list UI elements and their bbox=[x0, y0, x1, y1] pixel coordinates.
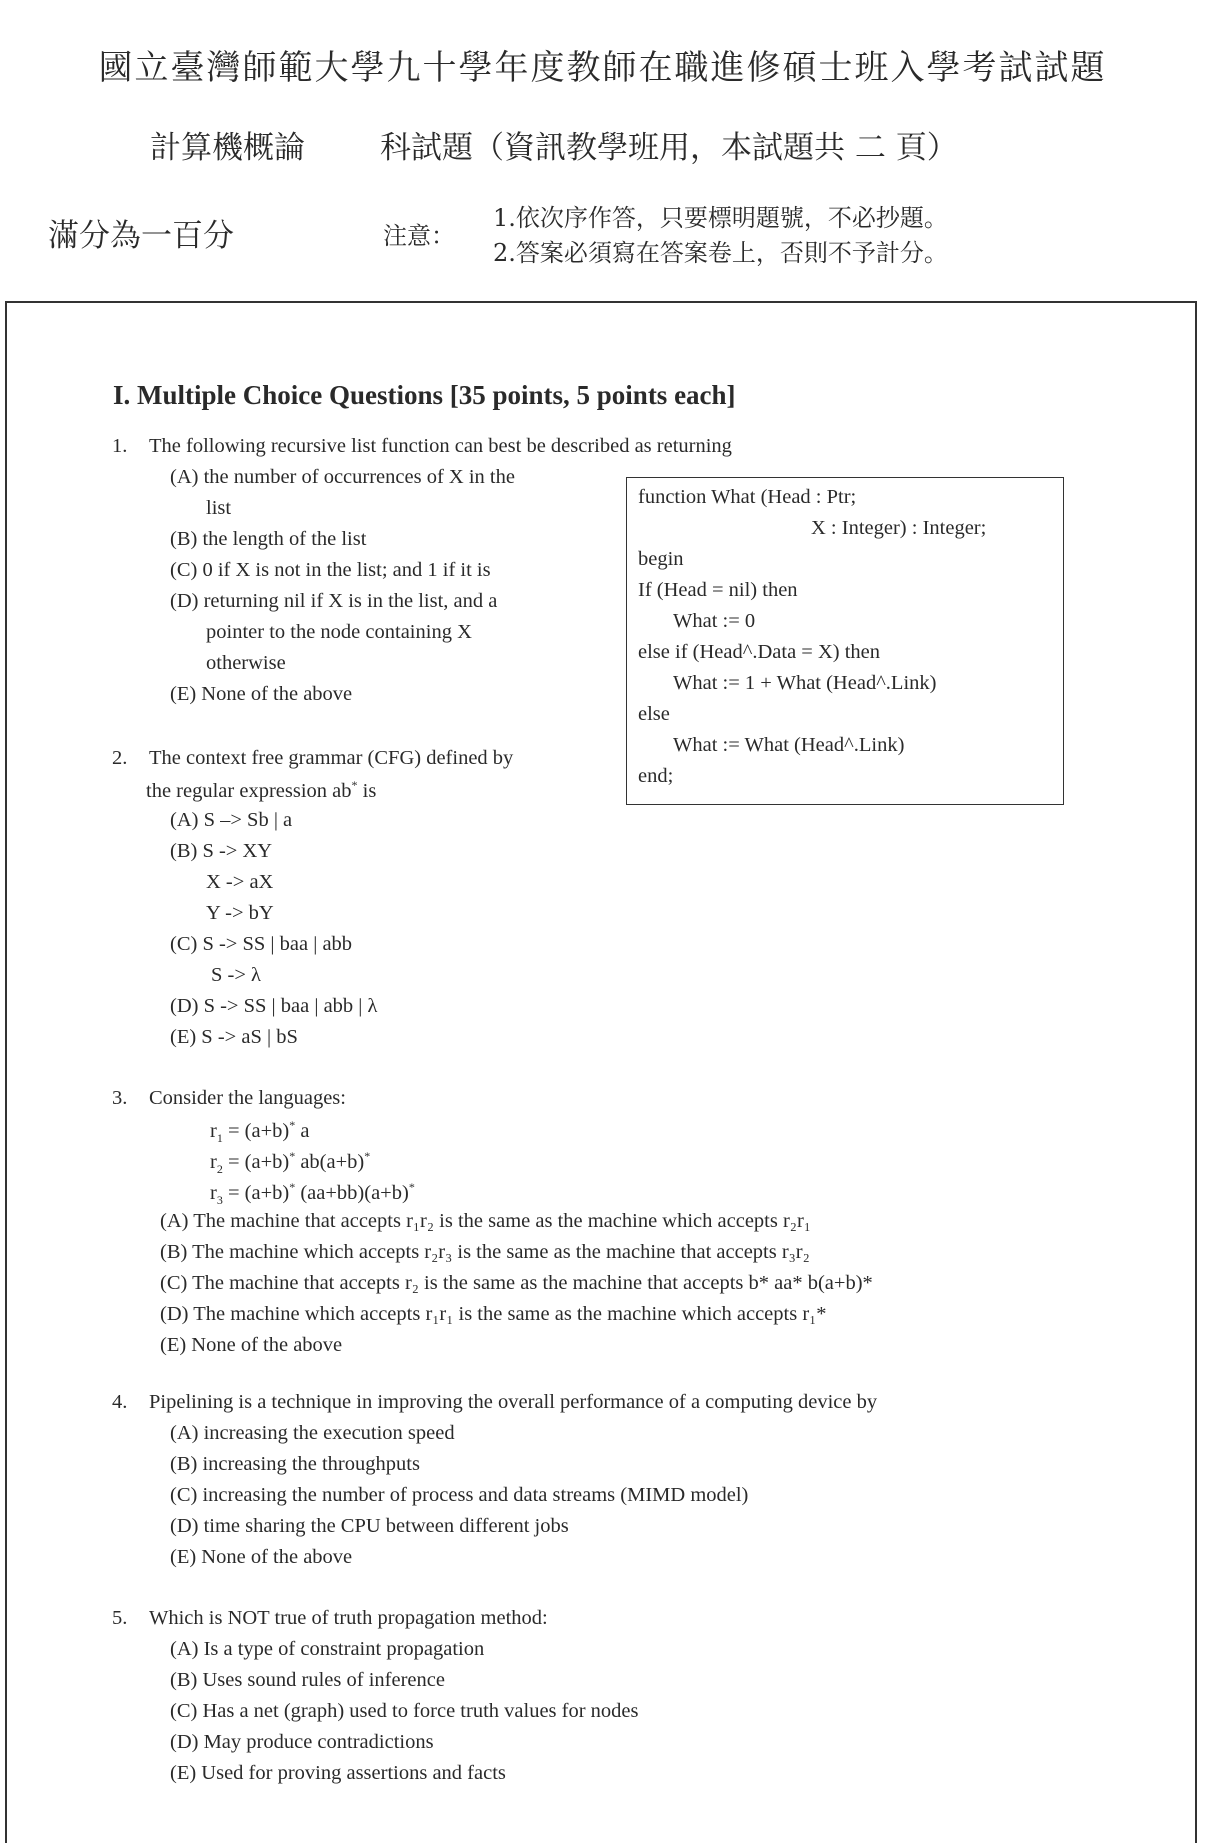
code-line: else if (Head^.Data = X) then bbox=[638, 641, 881, 663]
question-number: 3. bbox=[112, 1087, 128, 1109]
question-number: 1. bbox=[112, 435, 128, 457]
question-stem: The context free grammar (CFG) defined by bbox=[149, 747, 514, 769]
question-number: 4. bbox=[112, 1391, 128, 1413]
exam-title: 國立臺灣師範大學九十學年度教師在職進修碩士班入學考試試題 bbox=[98, 48, 1107, 88]
language-definition: $r_3 = (a+b)^*$ (aa+bb)(a+b)* bbox=[210, 1180, 415, 1207]
answer-option: (B) increasing the throughputs bbox=[170, 1453, 420, 1475]
code-line: What := 1 + What (Head^.Link) bbox=[673, 672, 937, 694]
question-stem-line bbox=[146, 778, 376, 803]
answer-option: (C) Has a net (graph) used to force truth values for nodes bbox=[170, 1700, 639, 1722]
answer-option: (D) returning nil if X is in the list, and a bbox=[170, 590, 498, 612]
full-score: 滿分為一百分 bbox=[48, 218, 234, 254]
answer-option: list bbox=[206, 497, 232, 519]
answer-option: (C) The machine that accepts r₂ is the same as the machine that accepts b* aa* b(a+b)* bbox=[160, 1272, 873, 1294]
answer-option: (E) None of the above bbox=[170, 1546, 353, 1568]
answer-option: (A) S –> Sb | a bbox=[170, 809, 293, 831]
notice-label: 注意： bbox=[383, 222, 455, 250]
question-stem: The following recursive list function can best be described as returning bbox=[149, 435, 732, 457]
answer-option: (C) S -> SS | baa | abb bbox=[170, 933, 353, 955]
answer-option: (E) S -> aS | bS bbox=[170, 1026, 298, 1048]
paper-info: 科試題（資訊教學班用，本試題共 二 頁） bbox=[380, 130, 958, 166]
code-line: end; bbox=[638, 765, 674, 787]
answer-option: (D) The machine which accepts r₁r₁ is the same as the machine which accepts r₁* bbox=[160, 1303, 827, 1325]
question-number: 2. bbox=[112, 747, 128, 769]
code-line: What := 0 bbox=[673, 610, 756, 632]
section-heading: I. Multiple Choice Questions [35 points, 5 points each] bbox=[113, 380, 736, 410]
kleene-star: * bbox=[351, 778, 358, 792]
code-line: function What (Head : Ptr; bbox=[638, 486, 857, 508]
answer-option: X -> aX bbox=[206, 871, 274, 893]
answer-option: (B) Uses sound rules of inference bbox=[170, 1669, 445, 1691]
subject-name: 計算機概論 bbox=[150, 130, 305, 166]
answer-option: (B) The machine which accepts r₂r₃ is the same as the machine that accepts r₃r₂ bbox=[160, 1241, 810, 1263]
code-line: else bbox=[638, 703, 670, 725]
notice-item: 1.依次序作答，只要標明題號，不必抄題。 bbox=[493, 204, 948, 232]
answer-option: (B) S -> XY bbox=[170, 840, 273, 862]
question-stem-text: the regular expression ab bbox=[146, 779, 352, 802]
answer-option: Y -> bY bbox=[206, 902, 274, 924]
question-stem: Pipelining is a technique in improving the overall performance of a computing device by bbox=[149, 1391, 878, 1413]
question-stem: Which is NOT true of truth propagation method: bbox=[149, 1607, 548, 1629]
code-line: begin bbox=[638, 548, 684, 570]
notice-item: 2.答案必須寫在答案卷上，否則不予計分。 bbox=[493, 239, 948, 267]
answer-option: (D) S -> SS | baa | abb | λ bbox=[170, 995, 378, 1017]
question-stem: Consider the languages: bbox=[149, 1087, 346, 1109]
language-definition: $r_2 = (a+b)^*$ ab(a+b)* bbox=[210, 1149, 371, 1176]
answer-option: (E) None of the above bbox=[160, 1334, 343, 1356]
answer-option: (A) increasing the execution speed bbox=[170, 1422, 455, 1444]
answer-option: (C) 0 if X is not in the list; and 1 if it is bbox=[170, 559, 491, 581]
language-definition: $r_1 = (a+b)^*$ a bbox=[210, 1118, 310, 1145]
answer-option: (A) The machine that accepts r₁r₂ is the same as the machine which accepts r₂r₁ bbox=[160, 1210, 811, 1232]
answer-option: (A) Is a type of constraint propagation bbox=[170, 1638, 485, 1660]
code-line: X : Integer) : Integer; bbox=[811, 517, 987, 539]
answer-option: (E) Used for proving assertions and facts bbox=[170, 1762, 506, 1784]
answer-option: (D) May produce contradictions bbox=[170, 1731, 434, 1753]
code-line: If (Head = nil) then bbox=[638, 579, 798, 601]
code-line: What := What (Head^.Link) bbox=[673, 734, 905, 756]
answer-option: (B) the length of the list bbox=[170, 528, 367, 550]
answer-option: pointer to the node containing X bbox=[206, 621, 472, 643]
answer-option: (D) time sharing the CPU between different jobs bbox=[170, 1515, 569, 1537]
question-number: 5. bbox=[112, 1607, 128, 1629]
answer-option: (A) the number of occurrences of X in the bbox=[170, 466, 515, 488]
question-stem-text: is bbox=[357, 779, 377, 802]
answer-option: (C) increasing the number of process and data streams (MIMD model) bbox=[170, 1484, 749, 1506]
answer-option: otherwise bbox=[206, 652, 286, 674]
answer-option: S -> λ bbox=[211, 964, 261, 986]
answer-option: (E) None of the above bbox=[170, 683, 353, 705]
